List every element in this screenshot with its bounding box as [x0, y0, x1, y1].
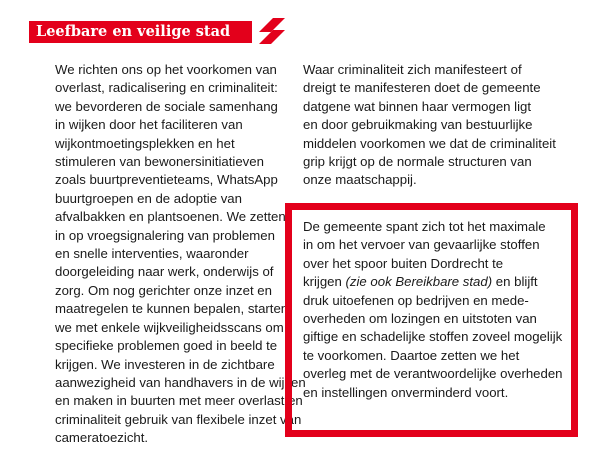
right-column-text: [303, 61, 556, 190]
text-line: stimuleren van bewonersinitiatieven: [55, 154, 264, 170]
text-line: in om het vervoer van gevaarlijke stoffen: [303, 237, 540, 253]
text-line: druk uitoefenen op bedrijven en mede-: [303, 292, 529, 308]
text-line: overleg met de verantwoordelijke overheden: [303, 366, 563, 382]
text-fragment: krijgen: [303, 274, 346, 290]
text-line: buurtgroepen en de adoptie van: [55, 190, 242, 206]
text-line: Waar criminaliteit zich manifesteert of: [303, 62, 522, 77]
text-line: te voorkomen. Daartoe zetten we het: [303, 347, 520, 363]
text-line: wijkontmoetingsplekken en het: [55, 135, 235, 151]
text-line: specifieke problemen goed in beeld te: [55, 338, 278, 354]
left-paragraph: [55, 61, 306, 448]
text-line: in wijken door het faciliteren van: [55, 117, 243, 133]
text-line: en maken in buurten met meer overlast en: [55, 393, 303, 409]
text-line: onze maatschappij.: [303, 172, 417, 188]
text-line: en door gebruikmaking van bestuurlijke: [303, 117, 533, 133]
text-line: doorgeleiding naar werk, onderwijs of: [55, 264, 274, 280]
cross-reference: (zie ook Bereikbare stad): [345, 274, 493, 290]
text-line: afvalbakken en plantsoenen. We zetten: [55, 209, 286, 225]
text-line: middelen voorkomen we dat de criminaliteit: [303, 135, 556, 151]
highlight-paragraph: [303, 218, 563, 402]
text-line: we met enkele wijkveiligheidsscans om: [55, 319, 284, 335]
left-column-text: [55, 61, 306, 448]
text-line: dreigt te manifesteren doet de gemeente: [303, 80, 541, 96]
section-title: Leefbare en veilige stad: [29, 21, 252, 43]
text-line: De gemeente spant zich tot het maximale: [303, 219, 546, 234]
text-line: maatregelen te kunnen bepalen, starten: [55, 301, 289, 317]
text-line: over het spoor buiten Dordrecht te: [303, 255, 504, 271]
text-line: [303, 273, 563, 291]
text-line: datgene wat binnen haar vermogen ligt: [303, 98, 532, 114]
text-line: en snelle interventies, waaronder: [55, 246, 249, 262]
right-paragraph: [303, 61, 556, 190]
text-line: krijgen. We investeren in de zichtbare: [55, 356, 275, 372]
text-line: giftige en schadelijke stoffen zoveel mogelijk: [303, 329, 563, 345]
text-line: in op vroegsignalering van problemen: [55, 227, 275, 243]
text-line: criminaliteit gebruik van flexibele inzet van: [55, 411, 302, 427]
text-line: en instellingen onverminderd voort.: [303, 384, 509, 400]
text-line: zoals buurtpreventieteams, WhatsApp: [55, 172, 278, 188]
text-line: We richten ons op het voorkomen van: [55, 62, 277, 77]
text-line: overheden om lozingen en uitstoten van: [303, 311, 537, 327]
text-line: zorg. Om nog gerichter onze inzet en: [55, 282, 272, 298]
text-fragment: en blijft: [492, 274, 538, 290]
text-line: cameratoezicht.: [55, 430, 149, 446]
text-line: we bevorderen de sociale samenhang: [55, 98, 278, 114]
dordrecht-logo-icon: [257, 16, 287, 46]
text-line: overlast, radicalisering en criminaliteit:: [55, 80, 278, 96]
highlight-box-text: [303, 218, 563, 402]
text-line: grip krijgt op de normale structuren van: [303, 154, 532, 170]
text-line: aanwezigheid van handhavers in de wijken: [55, 374, 306, 390]
